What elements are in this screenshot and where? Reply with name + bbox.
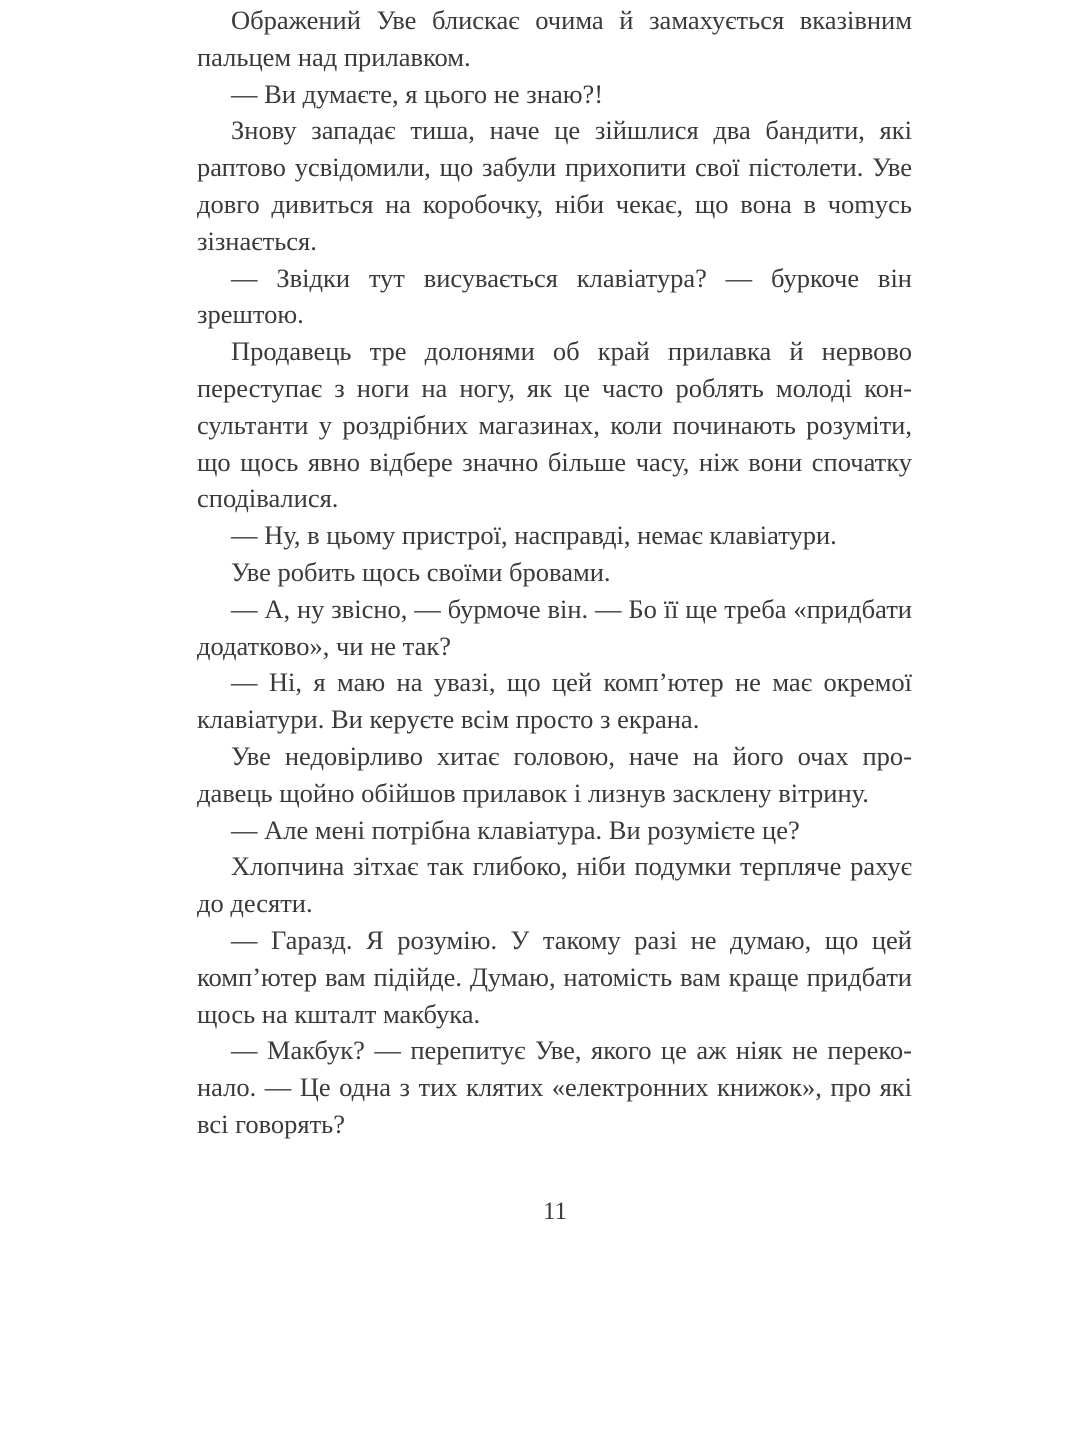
paragraph: — Ну, в цьому пристрої, насправді, немає клавіатури. [231, 520, 837, 551]
paragraph: Уве недовірливо хитає головою, наче на його очах продавець щойно обійшов прилавок і лизнув засклену вітрину. [197, 740, 912, 808]
paragraph: Хлопчина зітхає так глибоко, ніби подумки терпляче рахує до десяти. [197, 851, 912, 919]
paragraph: — Ви думаєте, я цього не знаю?! [231, 78, 604, 109]
paragraph: — Гаразд. Я розумію. У такому разі не думаю, що цей комп’ютер вам підійде. Думаю, натомість вам краще придбати щось на кшталт макбука. [197, 924, 912, 1029]
paragraph: Уве робить щось своїми бровами. [231, 556, 611, 587]
paragraph: Знову западає тиша, наче це зійшлися два бандити, які раптово усвідомили, що забули прихопити свої пістолети. Уве довго дивиться на коробочку, ніби чекає, що вона в чоmусь зізнається. [197, 115, 912, 256]
paragraph: — Але мені потрібна клавіатура. Ви розумієте це? [231, 814, 800, 845]
paragraph: Продавець тре долонями об край прилавка й нервово переступає з ноги на ногу, як це часто роблять молоді консультанти у роздрібних магазинах, коли починають розуміти, що щось явно відбере значно більше часу, ніж вони спочатку сподівалися. [197, 336, 912, 514]
paragraph: Ображений Уве блискає очима й замахується вказівним пальцем над прилавком. [197, 5, 912, 72]
page-number: 11 [542, 1198, 568, 1225]
page-body [197, 2, 912, 1143]
paragraph: — Макбук? — перепитує Уве, якого це аж ніяк не переконало. — Це одна з тих клятих «електронних книжок», про які всі говорять? [197, 1035, 912, 1139]
paragraph: — Звідки тут висувається клавіатура? — буркоче він зрештою. [197, 262, 912, 330]
paragraph: — А, ну звісно, — бурмоче він. — Бо її ще треба «придбати додатково», чи не так? [197, 593, 912, 661]
paragraph: — Ні, я маю на увазі, що цей комп’ютер не має окремої клавіатури. Ви керуєте всім просто з екрана. [197, 667, 912, 735]
